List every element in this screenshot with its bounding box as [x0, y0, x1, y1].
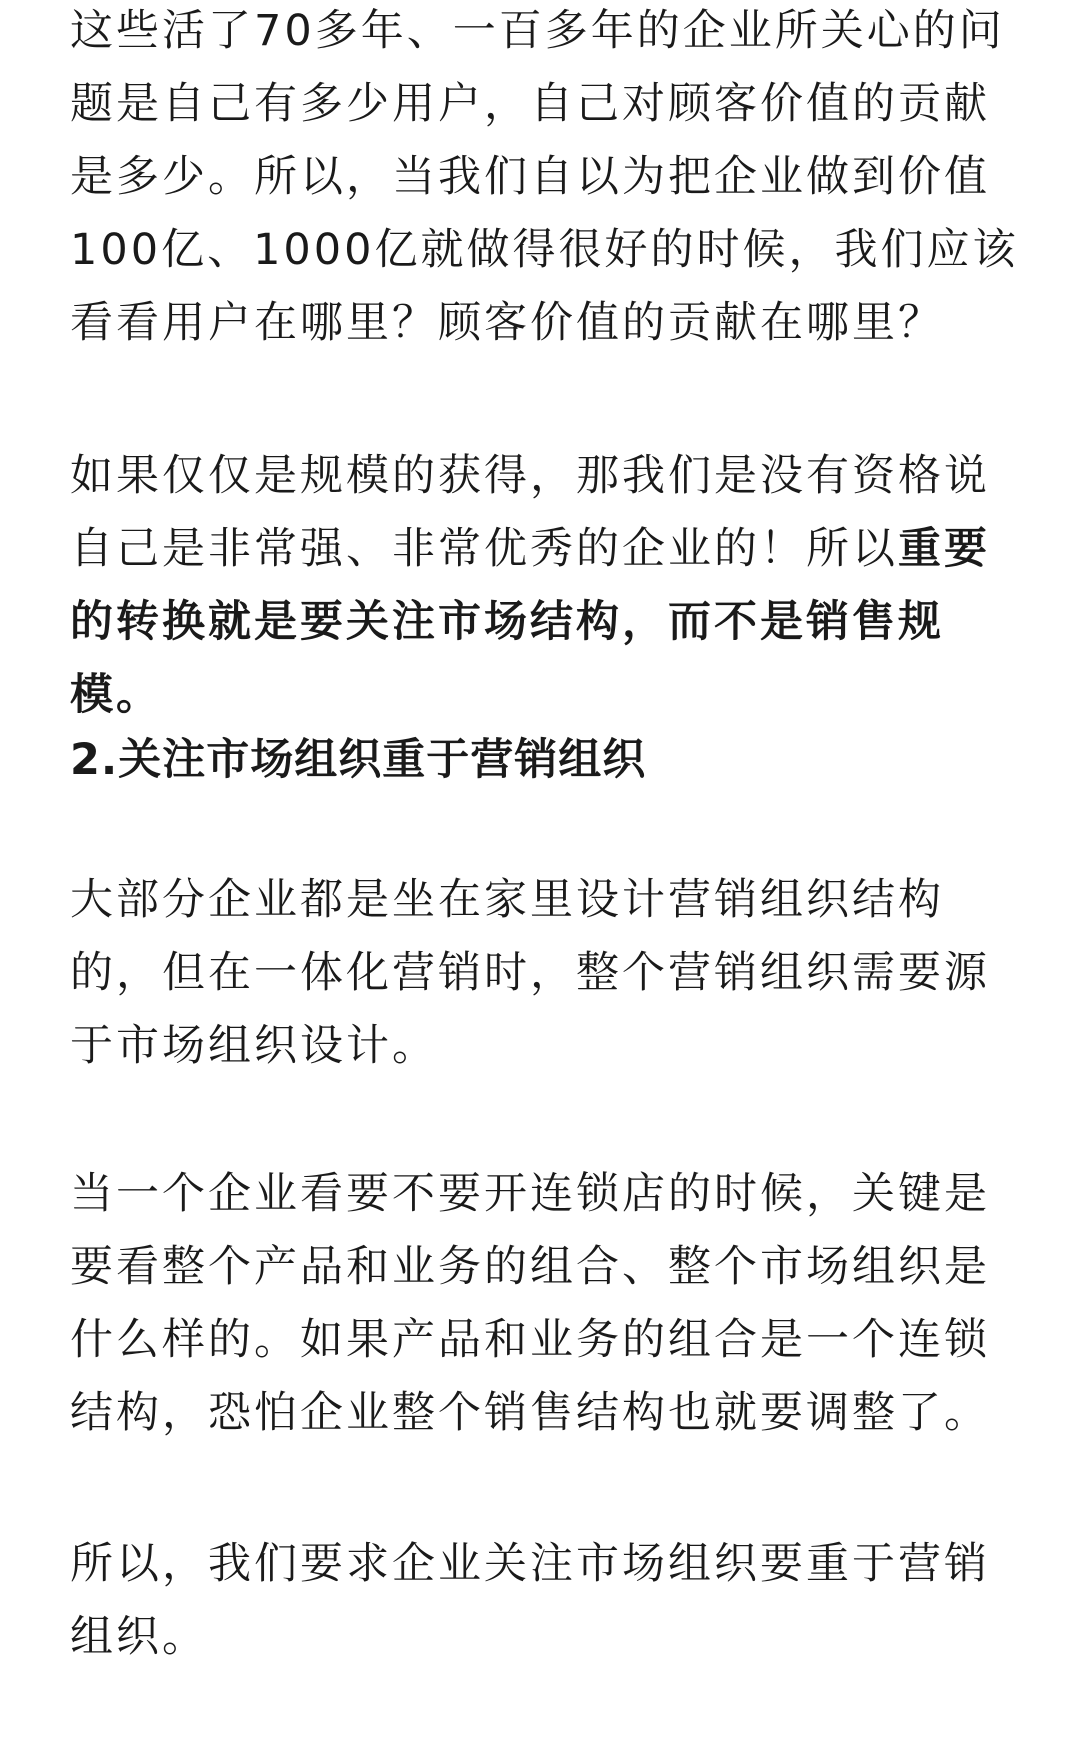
paragraph-user-value: 这些活了70多年、一百多年的企业所关心的问题是自己有多少用户，自己对顾客价值的贡献是多少。所以，当我们自以为把企业做到价值100亿、1000亿就做得很好的时候，我们应该看看用户在哪里？顾客价值的贡献在哪里？	[70, 6, 1019, 348]
paragraph-chain-store: 当一个企业看要不要开连锁店的时候，关键是要看整个产品和业务的组合、整个市场组织是什么样的。如果产品和业务的组合是一个连锁结构，恐怕企业整个销售结构也就要调整了。	[70, 1169, 990, 1438]
paragraph-conclusion: 所以，我们要求企业关注市场组织要重于营销组织。	[70, 1539, 990, 1662]
section-heading: 2.关注市场组织重于营销组织	[70, 735, 647, 785]
paragraph-org-design: 大部分企业都是坐在家里设计营销组织结构的，但在一体化营销时，整个营销组织需要源于市场组织设计。	[70, 875, 990, 1071]
paragraph-market-structure	[70, 440, 1020, 732]
paragraph-market-structure-emphasis: 重要的转换就是要关注市场结构，而不是销售规模。	[70, 524, 990, 720]
paragraph-market-structure-text: 如果仅仅是规模的获得，那我们是没有资格说自己是非常强、非常优秀的企业的！所以	[70, 451, 990, 574]
